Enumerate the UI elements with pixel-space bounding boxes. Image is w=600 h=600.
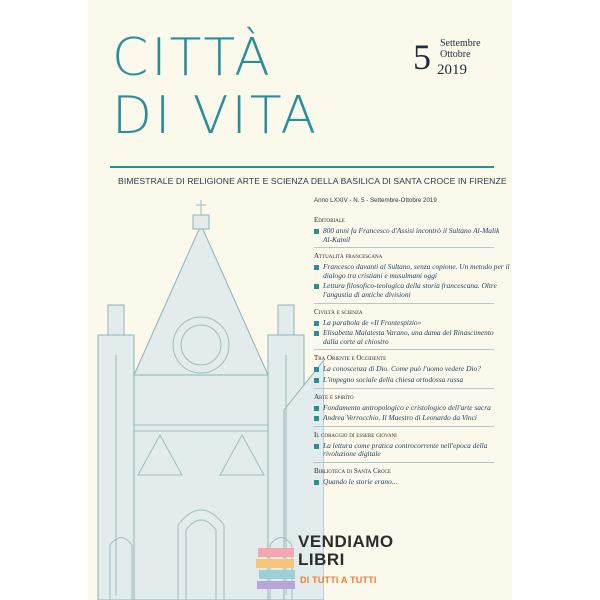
title-line-2: DI VITA xyxy=(112,86,320,146)
issue-months: Settembre Ottobre xyxy=(440,38,481,60)
toc-item[interactable]: 800 anni fa Francesco d'Assisi incontrò il Sultano Al-Malik Al-Kamil xyxy=(314,227,510,244)
badge-line-1: VENDIAMO xyxy=(298,532,394,551)
section-divider xyxy=(314,349,494,350)
table-of-contents xyxy=(314,212,510,489)
square-bullet-icon xyxy=(314,444,319,449)
issue-number: 5 xyxy=(413,37,431,77)
section-divider xyxy=(314,426,494,427)
toc-item[interactable]: Lettura filosofico-teologica della storia francescana. Oltre l'angustia di antiche divisioni xyxy=(314,282,510,299)
toc-item[interactable]: La parabola de «Il Frontespizio» xyxy=(314,319,510,328)
section-divider xyxy=(314,462,494,463)
toc-item[interactable]: Quando le storie erano... xyxy=(314,478,510,487)
square-bullet-icon xyxy=(314,416,319,421)
square-bullet-icon xyxy=(314,378,319,383)
subtitle: BIMESTRALE DI RELIGIONE ARTE E SCIENZA DELLA BASILICA DI SANTA CROCE IN FIRENZE xyxy=(118,176,507,186)
square-bullet-icon xyxy=(314,284,319,289)
square-bullet-icon xyxy=(314,265,319,270)
toc-item[interactable]: La lettura come pratica controcorrente nell'epoca della rivoluzione digitale xyxy=(314,442,510,459)
section-title: Il coraggio di essere giovani xyxy=(314,430,397,439)
section-title: Attualità francescana xyxy=(314,252,383,261)
badge-line-3: DI TUTTI A TUTTI xyxy=(300,575,377,585)
square-bullet-icon xyxy=(314,406,319,411)
issue-year: 2019 xyxy=(437,62,467,78)
section-divider xyxy=(314,247,494,248)
toc-item[interactable]: Elisabetta Malatesta Varano, una dama del Rinascimento dalla corte al chiostro xyxy=(314,329,510,346)
vendiamo-libri-watermark xyxy=(256,530,406,596)
section-title: Biblioteca di Santa Croce xyxy=(314,466,391,475)
books-stack-icon xyxy=(256,544,298,590)
square-bullet-icon xyxy=(314,229,319,234)
toc-section xyxy=(314,467,510,487)
square-bullet-icon xyxy=(314,480,319,485)
title-rule xyxy=(110,166,494,168)
toc-section xyxy=(314,393,510,423)
toc-section xyxy=(314,431,510,459)
toc-item[interactable]: Fondamento antropologico e cristologico dell'arte sacra xyxy=(314,404,510,413)
square-bullet-icon xyxy=(314,321,319,326)
section-title: Civiltà e scienza xyxy=(314,307,363,316)
section-title: Arte e spirito xyxy=(314,392,354,401)
toc-section xyxy=(314,252,510,299)
section-divider xyxy=(314,388,494,389)
magazine-cover xyxy=(88,0,512,600)
square-bullet-icon xyxy=(314,331,319,336)
square-bullet-icon xyxy=(314,367,319,372)
toc-item[interactable]: Francesco davanti al Sultano, senza copione. Un metodo per il dialogo tra cristiani e musulmani oggi xyxy=(314,263,510,280)
toc-section xyxy=(314,354,510,384)
toc-item[interactable]: La conoscenza di Dio. Come può l'uomo vedere Dio? xyxy=(314,365,510,374)
toc-section xyxy=(314,308,510,347)
section-title: Editoriale xyxy=(314,216,345,224)
title-line-1: CITTÀ xyxy=(112,28,273,88)
toc-item[interactable]: Andrea Verrocchio. Il Maestro di Leonardo da Vinci xyxy=(314,414,510,423)
toc-item[interactable]: L'impegno sociale della chiesa ortodossa russa xyxy=(314,376,510,385)
badge-line-2: LIBRI xyxy=(298,550,345,569)
section-title: Tra Oriente e Occidente xyxy=(314,354,387,363)
toc-section xyxy=(314,216,510,244)
section-divider xyxy=(314,303,494,304)
volume-info: Anno LXXIV - N. 5 - Settembre-Ottobre 2019 xyxy=(314,197,437,204)
